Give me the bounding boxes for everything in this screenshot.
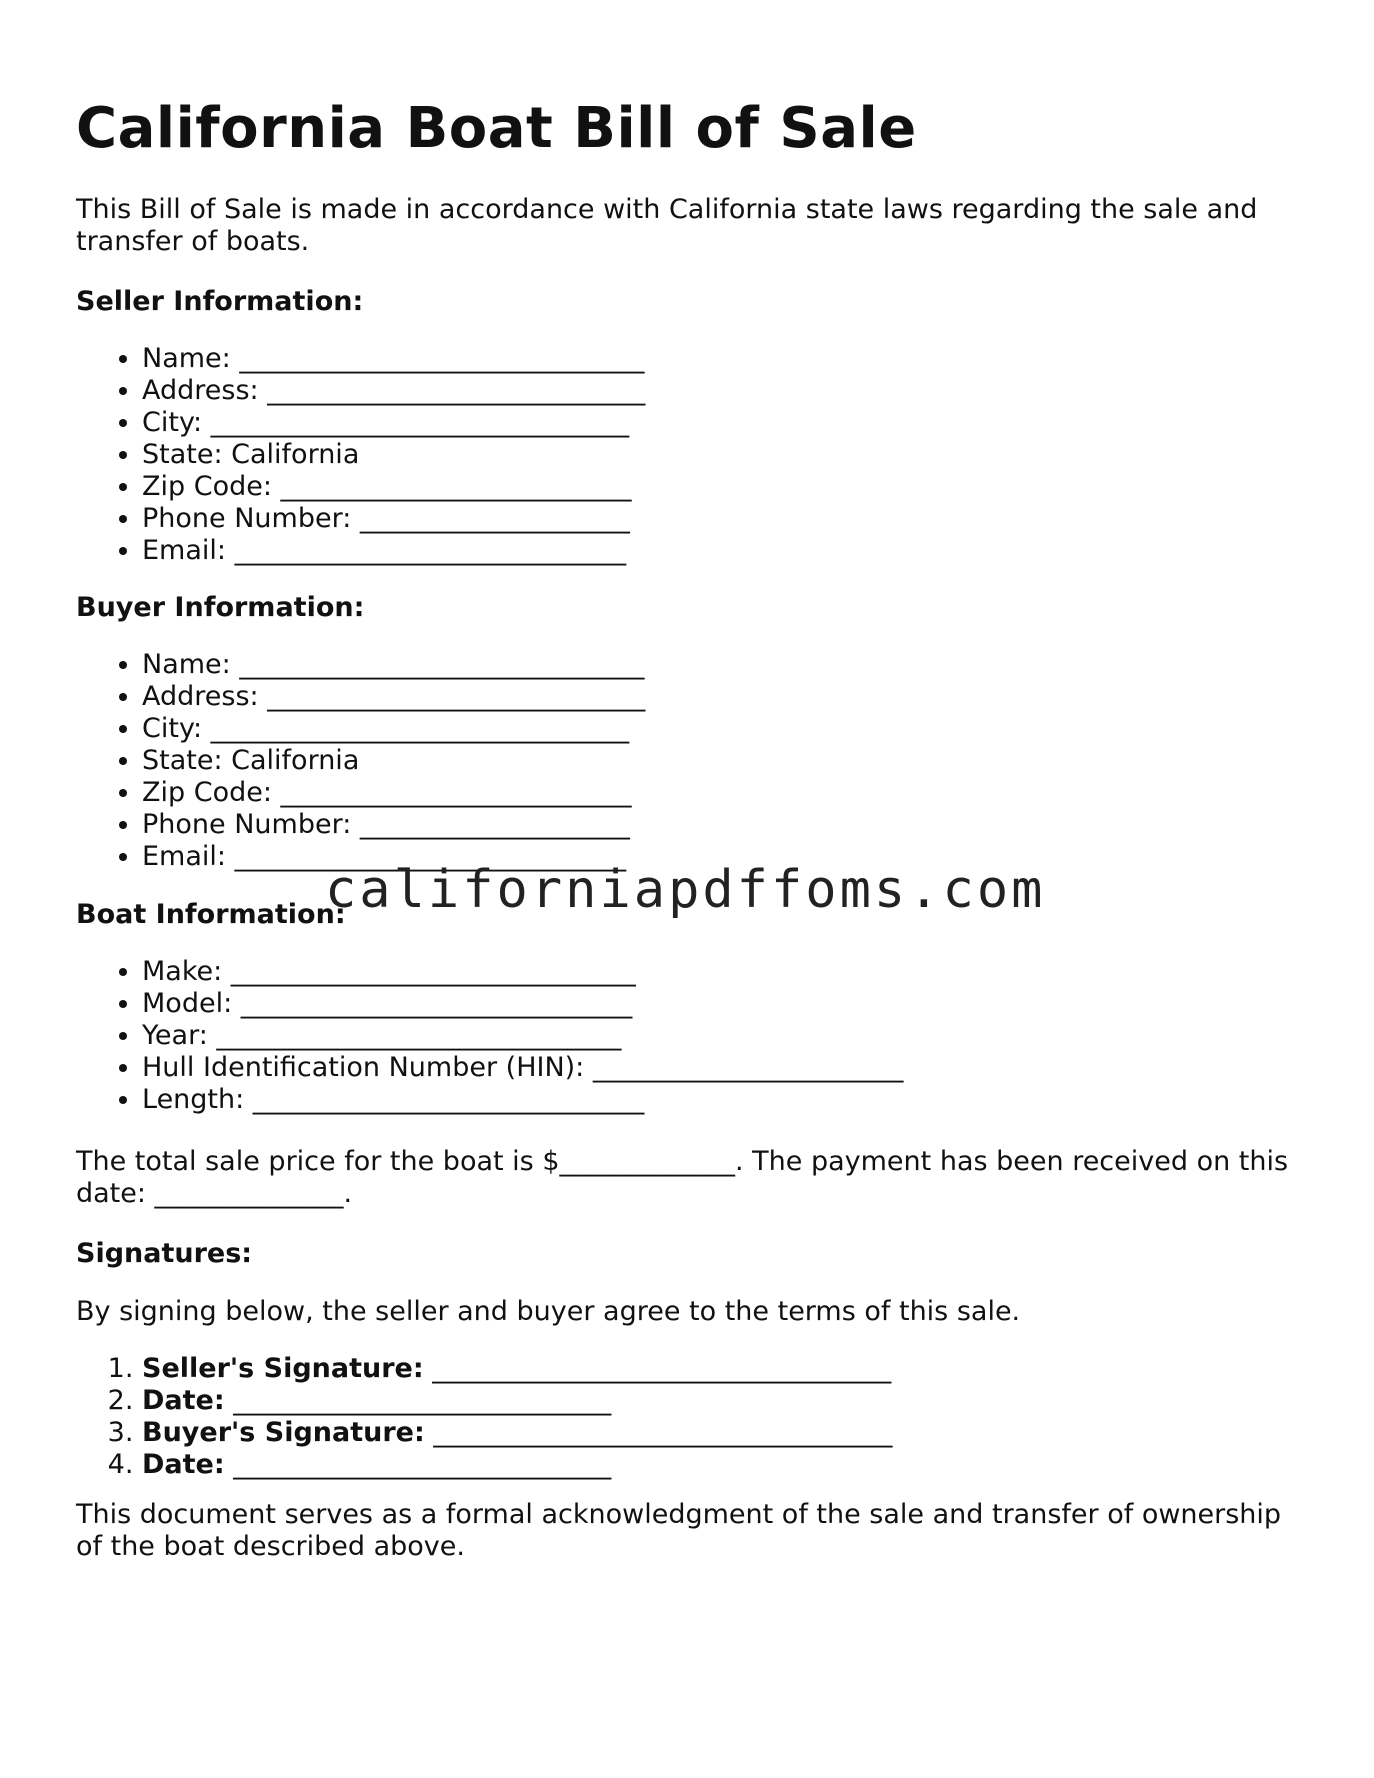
seller-phone-field: • Phone Number: ____________________ (142, 503, 645, 535)
sale-price-paragraph: The total sale price for the boat is $_____________. The payment has been received on this date: ______________. (76, 1146, 1289, 1209)
buyer-phone-field: • Phone Number: ____________________ (142, 809, 645, 841)
seller-signature-line: 1. Seller's Signature: __________________________________ (142, 1353, 892, 1385)
seller-heading: Seller Information: (76, 286, 364, 317)
signatures-intro: By signing below, the seller and buyer agree to the terms of this sale. (76, 1296, 1021, 1327)
watermark-text: californiapdffoms.com (325, 860, 1046, 920)
boat-heading: Boat Information: (76, 899, 346, 930)
seller-date-line: 2. Date: ____________________________ (142, 1385, 892, 1417)
seller-email-field: • Email: _____________________________ (142, 535, 645, 567)
seller-name-field: • Name: ______________________________ (142, 343, 645, 375)
buyer-list (76, 649, 645, 873)
buyer-name-field: • Name: ______________________________ (142, 649, 645, 681)
boat-hin-field: • Hull Identification Number (HIN): _______________________ (142, 1052, 903, 1084)
buyer-date-line: 4. Date: ____________________________ (142, 1449, 892, 1481)
seller-address-field: • Address: ____________________________ (142, 375, 645, 407)
page-title: California Boat Bill of Sale (76, 96, 917, 161)
buyer-email-field: • Email: _____________________________ (142, 841, 645, 873)
boat-model-field: • Model: _____________________________ (142, 988, 903, 1020)
buyer-heading: Buyer Information: (76, 592, 365, 623)
boat-length-field: • Length: _____________________________ (142, 1084, 903, 1116)
signature-list (76, 1353, 892, 1481)
boat-make-field: • Make: ______________________________ (142, 956, 903, 988)
buyer-signature-line: 3. Buyer's Signature: __________________________________ (142, 1417, 892, 1449)
seller-zip-field: • Zip Code: __________________________ (142, 471, 645, 503)
boat-year-field: • Year: ______________________________ (142, 1020, 903, 1052)
seller-city-field: • City: _______________________________ (142, 407, 645, 439)
boat-list (76, 956, 903, 1116)
seller-list (76, 343, 645, 567)
seller-state-field: • State: California (142, 439, 645, 471)
intro-paragraph: This Bill of Sale is made in accordance with California state laws regarding the sale and transfer of boats. (76, 194, 1258, 257)
closing-paragraph: This document serves as a formal acknowledgment of the sale and transfer of ownership of the boat described above. (76, 1499, 1282, 1562)
signatures-heading: Signatures: (76, 1238, 253, 1269)
buyer-state-field: • State: California (142, 745, 645, 777)
buyer-address-field: • Address: ____________________________ (142, 681, 645, 713)
buyer-city-field: • City: _______________________________ (142, 713, 645, 745)
buyer-zip-field: • Zip Code: __________________________ (142, 777, 645, 809)
